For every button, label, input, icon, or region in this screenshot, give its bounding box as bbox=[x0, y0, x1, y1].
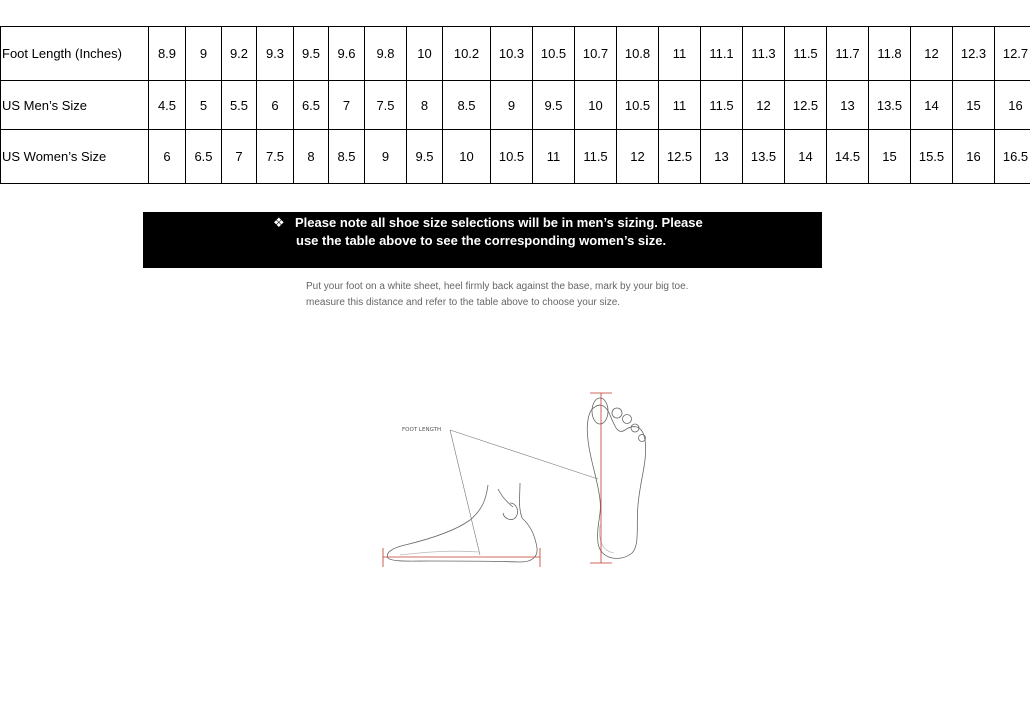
notice-line-2: use the table above to see the corresponding women’s size. bbox=[296, 233, 667, 248]
table-cell: 10 bbox=[443, 130, 491, 184]
table-cell: 11.3 bbox=[743, 27, 785, 81]
side-foot-icon bbox=[387, 483, 537, 562]
table-cell: 11 bbox=[533, 130, 575, 184]
table-cell: 10.2 bbox=[443, 27, 491, 81]
table-cell: 12 bbox=[617, 130, 659, 184]
table-cell: 11 bbox=[659, 81, 701, 130]
table-cell: 14.5 bbox=[827, 130, 869, 184]
table-cell: 5.5 bbox=[222, 81, 257, 130]
table-cell: 11.5 bbox=[575, 130, 617, 184]
table-cell: 13 bbox=[827, 81, 869, 130]
table-cell: 13.5 bbox=[869, 81, 911, 130]
table-cell: 11.5 bbox=[701, 81, 743, 130]
row-label: US Men’s Size bbox=[1, 81, 149, 130]
table-cell: 12 bbox=[911, 27, 953, 81]
table-cell: 10.7 bbox=[575, 27, 617, 81]
notice-line-1: Please note all shoe size selections will be in men’s sizing. Please bbox=[295, 215, 703, 230]
table-cell: 6 bbox=[149, 130, 186, 184]
table-cell: 16 bbox=[953, 130, 995, 184]
table-cell: 6 bbox=[257, 81, 294, 130]
table-cell: 14 bbox=[911, 81, 953, 130]
table-cell: 9.3 bbox=[257, 27, 294, 81]
side-length-measure bbox=[383, 548, 540, 567]
table-cell: 15.5 bbox=[911, 130, 953, 184]
table-cell: 4.5 bbox=[149, 81, 186, 130]
table-cell: 12.7 bbox=[995, 27, 1030, 81]
table-cell: 10 bbox=[407, 27, 443, 81]
table-cell: 12.5 bbox=[659, 130, 701, 184]
bullet-icon: ❖ bbox=[273, 215, 285, 230]
table-cell: 7.5 bbox=[365, 81, 407, 130]
foot-length-row bbox=[1, 27, 1030, 81]
table-cell: 12.5 bbox=[785, 81, 827, 130]
table-cell: 12.3 bbox=[953, 27, 995, 81]
us-womens-size-row bbox=[1, 130, 1030, 184]
table-cell: 7 bbox=[329, 81, 365, 130]
table-cell: 11.8 bbox=[869, 27, 911, 81]
table-cell: 9 bbox=[365, 130, 407, 184]
table-cell: 6.5 bbox=[186, 130, 222, 184]
measuring-instructions bbox=[306, 279, 688, 311]
table-cell: 5 bbox=[186, 81, 222, 130]
row-label: US Women’s Size bbox=[1, 130, 149, 184]
table-cell: 10.5 bbox=[533, 27, 575, 81]
instructions-line-2: measure this distance and refer to the table above to choose your size. bbox=[306, 297, 621, 308]
foot-length-label: FOOT LENGTH bbox=[402, 427, 442, 433]
table-cell: 13 bbox=[701, 130, 743, 184]
table-cell: 10.5 bbox=[491, 130, 533, 184]
table-cell: 14 bbox=[785, 130, 827, 184]
table-cell: 15 bbox=[869, 130, 911, 184]
table-cell: 10 bbox=[575, 81, 617, 130]
table-cell: 11.1 bbox=[701, 27, 743, 81]
table-cell: 9 bbox=[186, 27, 222, 81]
size-chart-table bbox=[0, 26, 1030, 184]
table-cell: 10.3 bbox=[491, 27, 533, 81]
table-cell: 9.2 bbox=[222, 27, 257, 81]
instructions-line-1: Put your foot on a white sheet, heel firmly back against the base, mark by your big toe. bbox=[306, 281, 689, 292]
table-cell: 11.5 bbox=[785, 27, 827, 81]
table-cell: 13.5 bbox=[743, 130, 785, 184]
mens-sizing-notice bbox=[143, 212, 822, 268]
table-cell: 8.5 bbox=[443, 81, 491, 130]
table-cell: 11.7 bbox=[827, 27, 869, 81]
table-cell: 8 bbox=[294, 130, 329, 184]
table-cell: 12 bbox=[743, 81, 785, 130]
table-cell: 9.5 bbox=[407, 130, 443, 184]
row-label: Foot Length (Inches) bbox=[1, 27, 149, 81]
table-cell: 7 bbox=[222, 130, 257, 184]
table-cell: 16 bbox=[995, 81, 1030, 130]
us-mens-size-row bbox=[1, 81, 1030, 130]
table-cell: 7.5 bbox=[257, 130, 294, 184]
table-cell: 10.8 bbox=[617, 27, 659, 81]
table-cell: 11 bbox=[659, 27, 701, 81]
table-cell: 15 bbox=[953, 81, 995, 130]
table-cell: 8.9 bbox=[149, 27, 186, 81]
table-cell: 9 bbox=[491, 81, 533, 130]
table-cell: 9.6 bbox=[329, 27, 365, 81]
table-cell: 16.5 bbox=[995, 130, 1030, 184]
table-cell: 9.5 bbox=[533, 81, 575, 130]
leader-lines bbox=[450, 430, 598, 555]
table-cell: 9.8 bbox=[365, 27, 407, 81]
table-cell: 8.5 bbox=[329, 130, 365, 184]
table-cell: 6.5 bbox=[294, 81, 329, 130]
sole-foot-icon bbox=[587, 398, 645, 558]
table-cell: 9.5 bbox=[294, 27, 329, 81]
table-cell: 10.5 bbox=[617, 81, 659, 130]
foot-measurement-illustration bbox=[370, 385, 670, 575]
table-cell: 8 bbox=[407, 81, 443, 130]
